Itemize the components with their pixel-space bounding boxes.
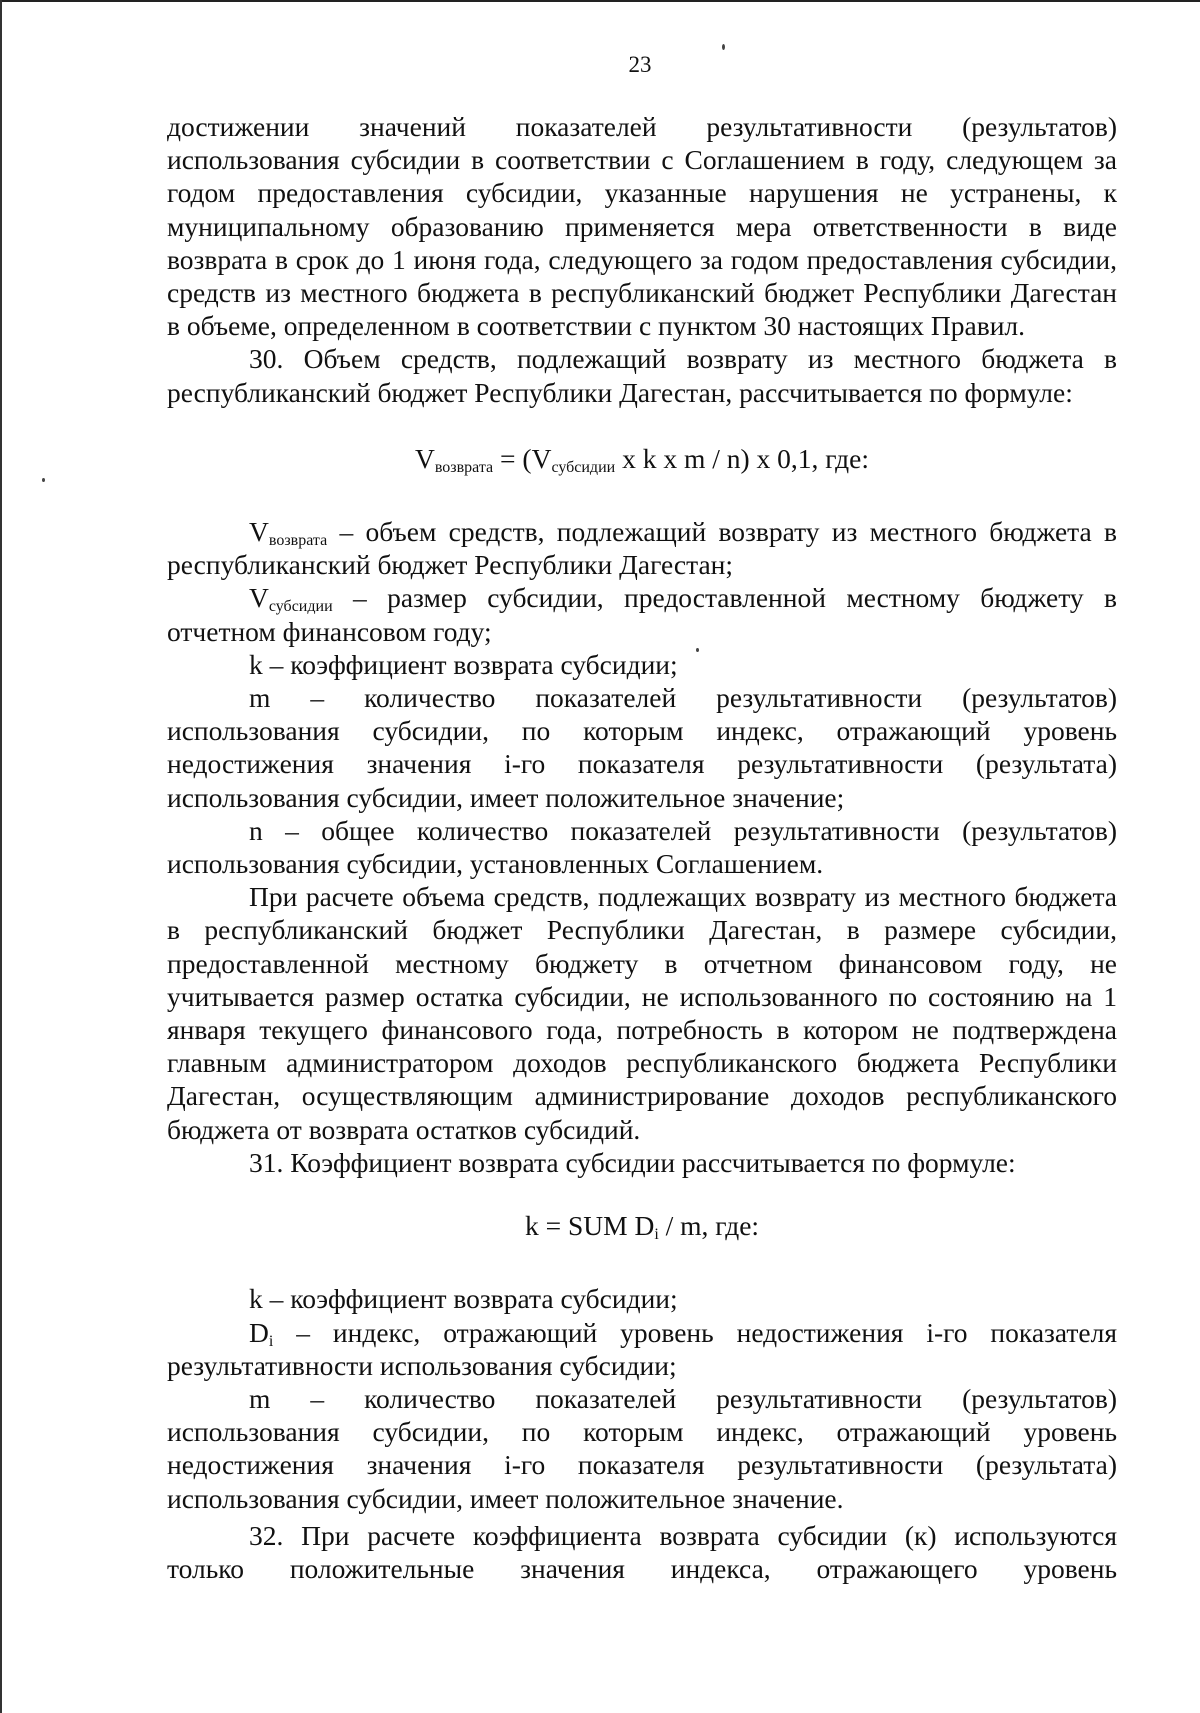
definition-v-sub: возврата: [268, 532, 328, 550]
definition-d-text: – индекс, отражающий уровень недостижения i-го показателя результативности использования субсидии;: [167, 1316, 1117, 1381]
page-number: 23: [628, 52, 652, 77]
scan-edge-left: [0, 0, 2, 1713]
definition-v-text: – размер субсидии, предоставленной местному бюджету в отчетном финансовом году;: [167, 582, 1117, 647]
scan-edge-top: [0, 0, 1200, 2]
paragraph-calculation: При расчете объема средств, подлежащих возврату из местного бюджета в республиканский бюджет Республики Дагестан, в размере субсидии, предоставленной местному бюджету в отчетном финансовом году, не учитывается размер остатка субсидии, не использованного по состоянию на 1 января текущего финансового года, потребность в котором не подтверждена главным администратором доходов республиканского бюджета Республики Дагестан, осуществляющим администрирование доходов республиканского бюджета от возврата остатков субсидий.: [167, 881, 1117, 1145]
formula-sub-return: возврата: [434, 458, 494, 476]
definition-v-sub: субсидии: [268, 598, 333, 616]
formula-post: / m, где:: [658, 1210, 760, 1242]
formula-coefficient: [167, 1209, 1117, 1242]
paragraph-31: 31. Коэффициент возврата субсидии рассчитывается по формуле:: [249, 1146, 1016, 1178]
definition-n: n – общее количество показателей результативности (результатов) использования субсидии, установленных Соглашением.: [167, 814, 1117, 880]
definition-d-symbol: D: [249, 1316, 269, 1348]
definition-v-symbol: V: [249, 516, 269, 548]
definition-v-return: [167, 515, 1117, 581]
formula-sub-i: i: [654, 1226, 659, 1244]
definition-v-symbol: V: [249, 582, 269, 614]
definition-d-sub: i: [268, 1332, 274, 1350]
definition-k: k – коэффициент возврата субсидии;: [249, 648, 678, 680]
formula-v: V: [414, 442, 435, 474]
formula-mid: = (V: [493, 442, 552, 474]
definition-v-subsidy: [167, 581, 1117, 647]
document-body: [167, 110, 1117, 1585]
formula-pre: k = SUM D: [524, 1210, 655, 1242]
paragraph-continuation: достижении значений показателей результативности (результатов) использования субсидии в соответствии с Соглашением в году, следующем за годом предоставления субсидии, указанные нарушения не устранены, к муниципальному образованию применяется мера ответственности в виде возврата в срок до 1 июня года, следующего за годом предоставления субсидии, средств из местного бюджета в республиканский бюджет Республики Дагестан в объеме, определенном в соответствии с пунктом 30 настоящих Правил.: [167, 111, 1117, 342]
scan-speck: [42, 478, 45, 482]
definition-m: m – количество показателей результативности (результатов) использования субсидии, по которым индекс, отражающий уровень недостижения значения i-го показателя результативности (результата) использования субсидии, имеет положительное значение;: [167, 682, 1117, 813]
definition-v-text: – объем средств, подлежащий возврату из местного бюджета в республиканский бюджет Республики Дагестан;: [167, 516, 1117, 581]
paragraph-30: 30. Объем средств, подлежащий возврату из местного бюджета в республиканский бюджет Республики Дагестан, рассчитывается по формуле:: [167, 343, 1117, 408]
formula-sub-subsidy: субсидии: [551, 458, 616, 476]
paragraph-32: 32. При расчете коэффициента возврата субсидии (к) используются только положительные значения индекса, отражающего уровень: [167, 1519, 1117, 1584]
scan-speck: [722, 44, 725, 50]
definition-m-2: m – количество показателей результативности (результатов) использования субсидии, по которым индекс, отражающий уровень недостижения значения i-го показателя результативности (результата) использования субсидии, имеет положительное значение.: [167, 1382, 1117, 1514]
definition-k-2: k – коэффициент возврата субсидии;: [249, 1283, 678, 1315]
formula-rest: x k x m / n) x 0,1, где:: [615, 442, 869, 474]
formula-return-volume: [167, 442, 1117, 475]
definition-di: [167, 1316, 1117, 1382]
